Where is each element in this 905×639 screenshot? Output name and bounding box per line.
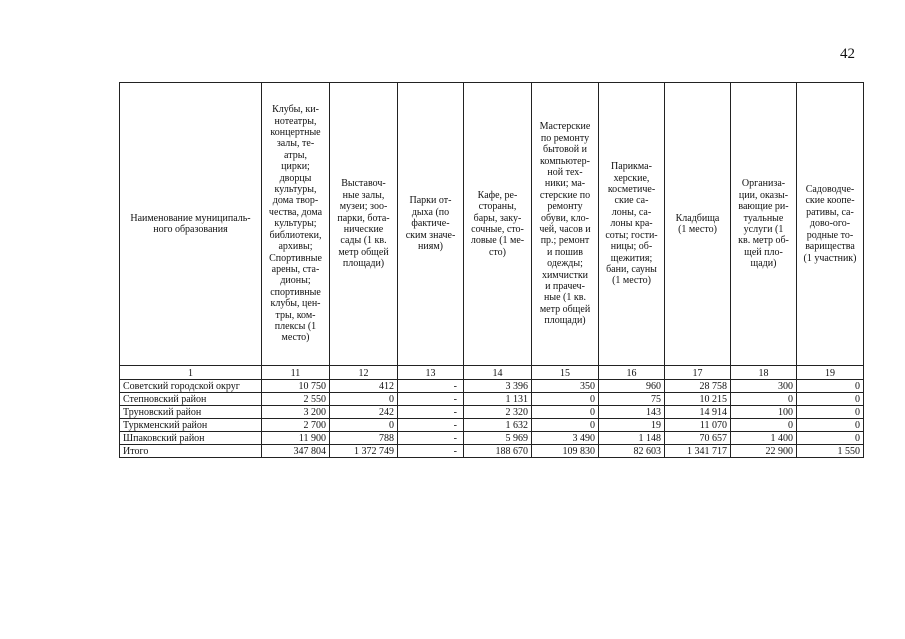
column-header: Садоводче- ские коопе- ративы, са- дово-ого- родные то- варищества (1 участник) xyxy=(797,83,864,366)
table-cell: - xyxy=(398,380,464,393)
table-cell: 0 xyxy=(731,393,797,406)
row-name-cell: Итого xyxy=(120,445,262,458)
column-header: Клубы, ки- нотеатры, концертные залы, те- атры, цирки; дворцы культуры, дома твор- чества, дома культуры; библиотеки, архивы; Спортивные арены, ста- дионы; спортивные клубы, цен- тры, ком- плексы (1 место) xyxy=(262,83,330,366)
column-header: Парки от- дыха (по фактиче- ским значе- ниям) xyxy=(398,83,464,366)
table-cell: 0 xyxy=(532,393,599,406)
column-header: Выставоч- ные залы, музеи; зоо- парки, бота- нические сады (1 кв. метр общей площади) xyxy=(330,83,398,366)
data-table xyxy=(119,82,864,458)
column-header: Кладбища (1 место) xyxy=(665,83,731,366)
table-cell: 143 xyxy=(599,406,665,419)
column-number: 15 xyxy=(532,366,599,380)
row-name-cell: Шпаковский район xyxy=(120,432,262,445)
table-cell: 0 xyxy=(797,380,864,393)
table-cell: 3 396 xyxy=(464,380,532,393)
column-number: 11 xyxy=(262,366,330,380)
column-number: 1 xyxy=(120,366,262,380)
table-cell: 0 xyxy=(532,419,599,432)
table-row xyxy=(120,406,864,419)
column-header: Парикма- херские, косметиче- ские са- лоны, са- лоны кра- соты; гости- ницы; об- щежития; бани, сауны (1 место) xyxy=(599,83,665,366)
column-number-row xyxy=(120,366,864,380)
table-cell: 0 xyxy=(330,419,398,432)
column-header: Мастерские по ремонту бытовой и компьютер- ной тех- ники; ма- стерские по ремонту обуви, кло- чей, часов и пр.; ремонт и пошив одежды; химчистки и прачеч- ные (1 кв. метр общей площади) xyxy=(532,83,599,366)
table-cell: 2 700 xyxy=(262,419,330,432)
table-cell: 350 xyxy=(532,380,599,393)
table-cell: 2 550 xyxy=(262,393,330,406)
table-cell: 0 xyxy=(797,432,864,445)
table-cell: - xyxy=(398,445,464,458)
row-name-cell: Труновский район xyxy=(120,406,262,419)
table-cell: 412 xyxy=(330,380,398,393)
column-number: 19 xyxy=(797,366,864,380)
table-cell: - xyxy=(398,419,464,432)
table-cell: 3 490 xyxy=(532,432,599,445)
table-row xyxy=(120,419,864,432)
table-cell: 0 xyxy=(797,419,864,432)
table-cell: 1 372 749 xyxy=(330,445,398,458)
table-cell: 0 xyxy=(330,393,398,406)
table-cell: 347 804 xyxy=(262,445,330,458)
table-cell: 188 670 xyxy=(464,445,532,458)
table-cell: - xyxy=(398,432,464,445)
table-cell: 14 914 xyxy=(665,406,731,419)
page-number: 42 xyxy=(840,46,855,62)
table-cell: 82 603 xyxy=(599,445,665,458)
table-row xyxy=(120,393,864,406)
table-cell: 22 900 xyxy=(731,445,797,458)
table-cell: 1 400 xyxy=(731,432,797,445)
table-cell: 10 750 xyxy=(262,380,330,393)
table-cell: 70 657 xyxy=(665,432,731,445)
table-cell: 0 xyxy=(797,393,864,406)
column-number: 13 xyxy=(398,366,464,380)
table-cell: 100 xyxy=(731,406,797,419)
column-number: 18 xyxy=(731,366,797,380)
table-cell: 1 341 717 xyxy=(665,445,731,458)
total-row xyxy=(120,445,864,458)
table-cell: 1 550 xyxy=(797,445,864,458)
table-row xyxy=(120,380,864,393)
table-cell: 3 200 xyxy=(262,406,330,419)
row-name-cell: Туркменский район xyxy=(120,419,262,432)
table-cell: 300 xyxy=(731,380,797,393)
table-cell: 19 xyxy=(599,419,665,432)
table-cell: - xyxy=(398,393,464,406)
table-cell: 788 xyxy=(330,432,398,445)
row-name-cell: Советский городской округ xyxy=(120,380,262,393)
table-cell: 2 320 xyxy=(464,406,532,419)
table-cell: 0 xyxy=(532,406,599,419)
table-cell: 960 xyxy=(599,380,665,393)
table-cell: 75 xyxy=(599,393,665,406)
header-row xyxy=(120,83,864,366)
table-cell: 0 xyxy=(731,419,797,432)
column-number: 17 xyxy=(665,366,731,380)
table-cell: - xyxy=(398,406,464,419)
table-cell: 1 632 xyxy=(464,419,532,432)
table-cell: 10 215 xyxy=(665,393,731,406)
column-number: 16 xyxy=(599,366,665,380)
table-cell: 1 148 xyxy=(599,432,665,445)
column-number: 14 xyxy=(464,366,532,380)
table-cell: 1 131 xyxy=(464,393,532,406)
table-cell: 0 xyxy=(797,406,864,419)
row-name-cell: Степновский район xyxy=(120,393,262,406)
table-cell: 11 070 xyxy=(665,419,731,432)
table-cell: 28 758 xyxy=(665,380,731,393)
table-row xyxy=(120,432,864,445)
column-number: 12 xyxy=(330,366,398,380)
table-cell: 11 900 xyxy=(262,432,330,445)
column-header: Кафе, ре- стораны, бары, заку- сочные, сто- ловые (1 ме- сто) xyxy=(464,83,532,366)
column-header: Наименование муниципаль- ного образования xyxy=(120,83,262,366)
table-cell: 109 830 xyxy=(532,445,599,458)
table-cell: 5 969 xyxy=(464,432,532,445)
table-cell: 242 xyxy=(330,406,398,419)
column-header: Организа- ции, оказы- вающие ри- туальные услуги (1 кв. метр об- щей пло- щади) xyxy=(731,83,797,366)
